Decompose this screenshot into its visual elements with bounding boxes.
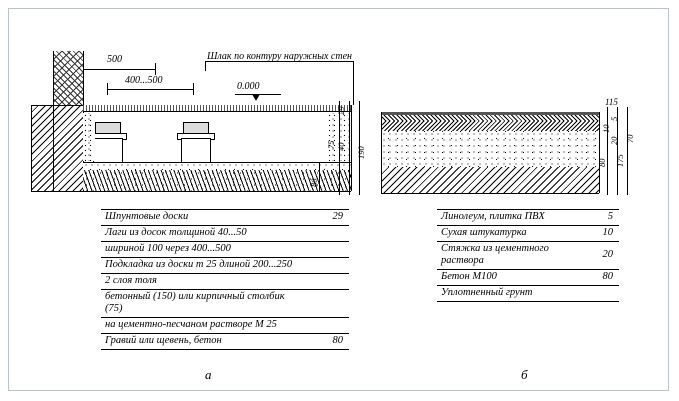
table-row <box>437 210 619 226</box>
figure-a-right-edge <box>351 105 352 191</box>
spec-a-text-4: 2 слоя толя <box>101 274 305 290</box>
spec-b-text-3: Бетон М100 <box>437 270 575 286</box>
table-row <box>101 318 349 334</box>
spec-b-num-4 <box>575 286 619 302</box>
spec-table-b <box>437 209 619 302</box>
level-mark-arrow <box>252 94 260 101</box>
dim-a-29-label: 29 <box>336 106 346 115</box>
slag-note-label: Шлак по контуру наружных стен <box>207 51 352 62</box>
pillar-2 <box>181 138 211 164</box>
figure-b-baseline <box>381 193 599 194</box>
wall-section-hatch <box>53 51 83 105</box>
concrete-layer-b <box>381 131 599 167</box>
dim-500-line <box>83 69 155 70</box>
figure-b-left-edge <box>381 112 382 193</box>
spec-a-num-6 <box>305 318 349 334</box>
table-row <box>437 226 619 242</box>
dim-500-tick-left <box>83 63 84 75</box>
caption-b: б <box>521 367 528 382</box>
dim-a-190-label: 190 <box>356 146 366 159</box>
soil-left-edge <box>31 105 32 191</box>
dim-b-10-label: 10 <box>601 124 611 133</box>
dim-b-axis-3 <box>627 107 628 195</box>
dim-b-axis-1 <box>607 107 608 195</box>
figure-a-baseline <box>31 191 351 192</box>
table-row <box>437 242 619 270</box>
spec-a-num-0: 29 <box>305 210 349 226</box>
dim-400-500-label: 400...500 <box>125 75 163 86</box>
spec-a-text-6: на цементно-песчаном растворе М 25 <box>101 318 305 334</box>
dim-b-80-axis <box>599 131 600 167</box>
spec-a-num-3 <box>305 258 349 274</box>
dim-a-80-label: 80 <box>309 178 319 187</box>
pillar-1 <box>93 138 123 164</box>
dim-b-115-label: 115 <box>605 97 618 107</box>
table-row <box>101 210 349 226</box>
dim-b-70-label: 70 <box>625 134 635 143</box>
spec-b-num-1: 10 <box>575 226 619 242</box>
table-row <box>101 242 349 258</box>
screed-layer-b <box>381 121 599 131</box>
compacted-soil-layer-b <box>381 167 599 193</box>
spec-a-num-2 <box>305 242 349 258</box>
caption-a: а <box>205 367 212 382</box>
spec-a-num-4 <box>305 274 349 290</box>
table-row <box>101 226 349 242</box>
dim-500-label: 500 <box>107 54 122 65</box>
spec-b-text-2: Стяжка из цементного раствора <box>437 242 575 270</box>
dim-a-40-label: 40 <box>336 142 346 151</box>
spec-a-text-7: Гравий или щевень, бетон <box>101 334 305 350</box>
spec-a-num-7: 80 <box>305 334 349 350</box>
slag-fill-left <box>83 113 95 161</box>
spec-a-text-5: бетонный (150) или кирпичный столбик (75) <box>101 290 305 318</box>
floor-bottom-line <box>83 111 351 112</box>
slag-note-leader-drop2 <box>205 61 206 71</box>
figure-frame <box>8 8 669 391</box>
spec-table-a <box>101 209 349 350</box>
dim-a-75-label: 75 <box>326 140 336 149</box>
slag-note-leader-drop <box>353 61 354 105</box>
table-row <box>101 258 349 274</box>
dim-b-20-label: 20 <box>609 136 619 145</box>
spec-a-text-0: Шпунтовые доски <box>101 210 305 226</box>
wall-left-line <box>53 51 54 191</box>
concrete-base-layer-a <box>83 162 351 170</box>
table-row <box>101 290 349 318</box>
table-row <box>101 274 349 290</box>
spec-a-text-1: Лаги из досок толщиной 40...50 <box>101 226 305 242</box>
spec-a-text-2: шириной 100 через 400...500 <box>101 242 305 258</box>
dim-b-5-label: 5 <box>609 116 619 121</box>
soil-top-edge <box>31 105 83 106</box>
soil-mass-left <box>31 105 83 191</box>
dim-400-500-tick-left <box>107 83 108 95</box>
dim-400-500-tick-right <box>193 83 194 95</box>
dim-a-80-axis <box>319 162 320 192</box>
spec-a-text-3: Подкладка из доски т 25 длиной 200...250 <box>101 258 305 274</box>
spec-b-text-0: Линолеум, плитка ПВХ <box>437 210 575 226</box>
dim-b-80-label: 80 <box>597 158 607 167</box>
dim-400-500-line <box>107 89 193 90</box>
spec-b-num-0: 5 <box>575 210 619 226</box>
dim-500-tick-right <box>155 63 156 75</box>
dim-a-vertical-axis-2 <box>349 101 350 195</box>
spec-b-num-3: 80 <box>575 270 619 286</box>
level-mark-label: 0.000 <box>237 81 260 92</box>
spec-b-text-4: Уплотненный грунт <box>437 286 575 302</box>
spec-b-text-1: Сухая штукатурка <box>437 226 575 242</box>
table-row <box>437 286 619 302</box>
dim-b-175-label: 175 <box>615 154 625 167</box>
drawing-canvas <box>9 9 670 392</box>
spec-b-num-2: 20 <box>575 242 619 270</box>
spec-a-num-5 <box>305 290 349 318</box>
concrete-base-top-a <box>83 162 351 163</box>
table-row <box>101 334 349 350</box>
spec-a-num-1 <box>305 226 349 242</box>
table-row <box>437 270 619 286</box>
